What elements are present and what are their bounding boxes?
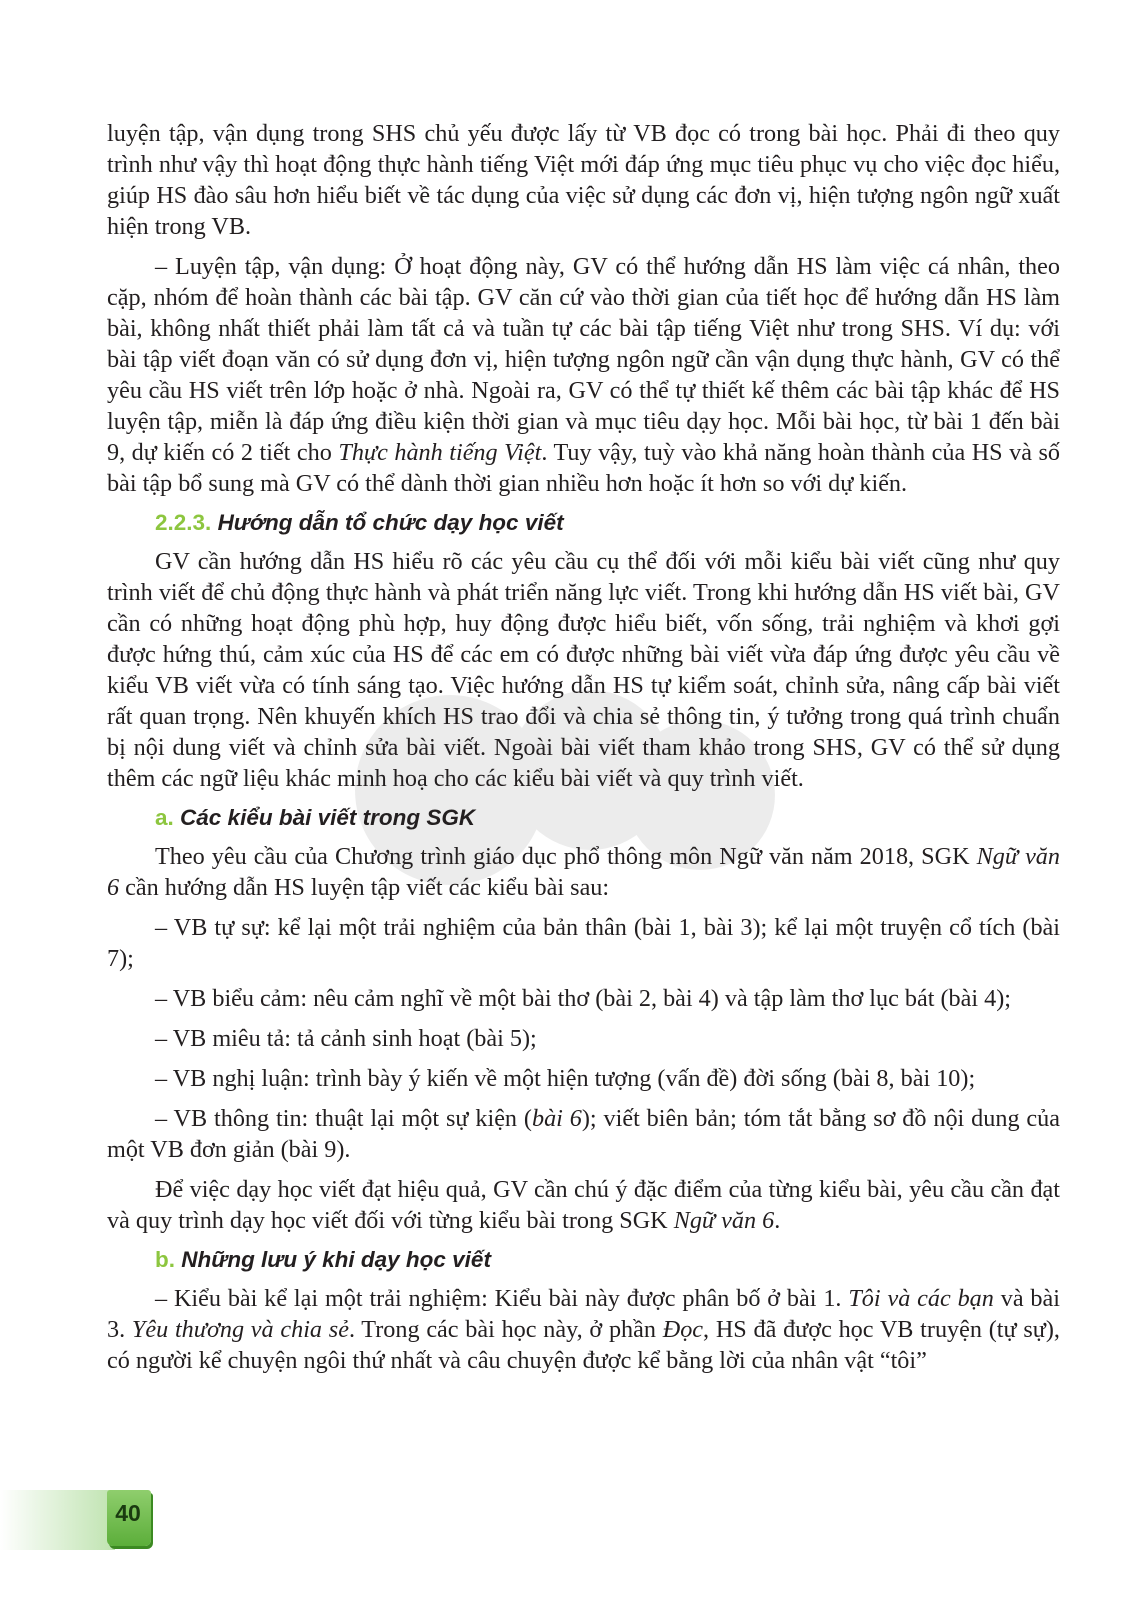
list-item: – VB biểu cảm: nêu cảm nghĩ về một bài thơ (bài 2, bài 4) và tập làm thơ lục bát (bài 4); bbox=[155, 985, 1012, 1012]
paragraph-practice: – Luyện tập, vận dụng: Ở hoạt động này, GV có thể hướng dẫn HS làm việc cá nhân, theo cặp, nhóm để hoàn thành các bài tập. GV căn cứ vào thời gian của tiết học để hướng dẫn HS làm bài, không nhất thiết phải làm tất cả và tuần tự các bài tập tiếng Việt như trong SHS. Ví dụ: với bài tập viết đoạn văn có sử dụng đơn vị, hiện tượng ngôn ngữ cần vận dụng thực hành, GV có thể yêu cầu HS viết trên lớp hoặc ở nhà. Ngoài ra, GV có thể tự thiết kế thêm các bài tập khác để HS luyện tập, miễn là đáp ứng điều kiện thời gian và mục tiêu dạy học. Mỗi bài học, từ bài 1 đến bài 9, dự kiến có 2 tiết cho Thực hành tiếng Việt. Tuy vậy, tuỳ vào khả năng hoàn thành của HS và số bài tập bổ sung mà GV có thể dành thời gian nhiều hơn hoặc ít hơn so với dự kiến. bbox=[107, 253, 1061, 497]
paragraph-writing-types-outro: Để việc dạy học viết đạt hiệu quả, GV cần chú ý đặc điểm của từng kiểu bài, yêu cầu cần đạt và quy trình dạy học viết đối với từng kiểu bài trong SGK Ngữ văn 6. bbox=[107, 1176, 1060, 1234]
section-title: Các kiểu bài viết trong SGK bbox=[180, 805, 476, 830]
section-number: 2.2.3. bbox=[155, 510, 212, 535]
paragraph-writing-notes: – Kiểu bài kể lại một trải nghiệm: Kiểu bài này được phân bố ở bài 1. Tôi và các bạn và bài 3. Yêu thương và chia sẻ. Trong các bài học này, ở phần Đọc, HS đã được học VB truyện (tự sự), có người kể chuyện ngôi thứ nhất và câu chuyện được kể bằng lời của nhân vật “tôi” bbox=[107, 1285, 1060, 1374]
page-content bbox=[107, 118, 1060, 1385]
section-letter: b. bbox=[155, 1247, 175, 1272]
list-item: – VB miêu tả: tả cảnh sinh hoạt (bài 5); bbox=[155, 1025, 537, 1052]
section-title: Những lưu ý khi dạy học viết bbox=[181, 1247, 491, 1272]
list-item: – VB nghị luận: trình bày ý kiến về một hiện tượng (vấn đề) đời sống (bài 8, bài 10); bbox=[155, 1065, 976, 1092]
section-title: Hướng dẫn tổ chức dạy học viết bbox=[217, 510, 564, 535]
paragraph-writing-types-intro: Theo yêu cầu của Chương trình giáo dục phổ thông môn Ngữ văn năm 2018, SGK Ngữ văn 6 cần hướng dẫn HS luyện tập viết các kiểu bài sau: bbox=[107, 843, 1060, 901]
section-heading-223 bbox=[155, 508, 1060, 538]
list-item: – VB thông tin: thuật lại một sự kiện (bài 6); viết biên bản; tóm tắt bằng sơ đồ nội dung của một VB đơn giản (bài 9). bbox=[107, 1105, 1060, 1163]
section-letter: a. bbox=[155, 805, 174, 830]
page-number: 40 bbox=[115, 1500, 141, 1526]
section-heading-b bbox=[155, 1245, 1060, 1275]
section-heading-a bbox=[155, 803, 1060, 833]
footer-band bbox=[0, 1490, 115, 1550]
paragraph-writing-guidance: GV cần hướng dẫn HS hiểu rõ các yêu cầu cụ thể đối với mỗi kiểu bài viết cũng như quy trình viết để chủ động thực hành và phát triển năng lực viết. Trong khi hướng dẫn HS viết bài, GV cần có những hoạt động phù hợp, huy động được hiểu biết, vốn sống, trải nghiệm và khơi gợi được hứng thú, cảm xúc của HS để các em có được những bài viết vừa đáp ứng được yêu cầu về kiểu VB viết vừa có tính sáng tạo. Việc hướng dẫn HS tự kiểm soát, chỉnh sửa, nâng cấp bài viết rất quan trọng. Nên khuyến khích HS trao đổi và chia sẻ thông tin, ý tưởng trong quá trình chuẩn bị nội dung viết và chỉnh sửa bài viết. Ngoài bài viết tham khảo trong SHS, GV có thể sử dụng thêm các ngữ liệu khác minh hoạ cho các kiểu bài viết và quy trình viết. bbox=[107, 548, 1060, 792]
list-item: – VB tự sự: kể lại một trải nghiệm của bản thân (bài 1, bài 3); kể lại một truyện cổ tích (bài 7); bbox=[107, 914, 1060, 972]
paragraph-intro: luyện tập, vận dụng trong SHS chủ yếu được lấy từ VB đọc có trong bài học. Phải đi theo quy trình như vậy thì hoạt động thực hành tiếng Việt mới đáp ứng mục tiêu phục vụ cho việc đọc hiểu, giúp HS đào sâu hơn hiểu biết về tác dụng của việc sử dụng các đơn vị, hiện tượng ngôn ngữ xuất hiện trong VB. bbox=[107, 120, 1060, 240]
